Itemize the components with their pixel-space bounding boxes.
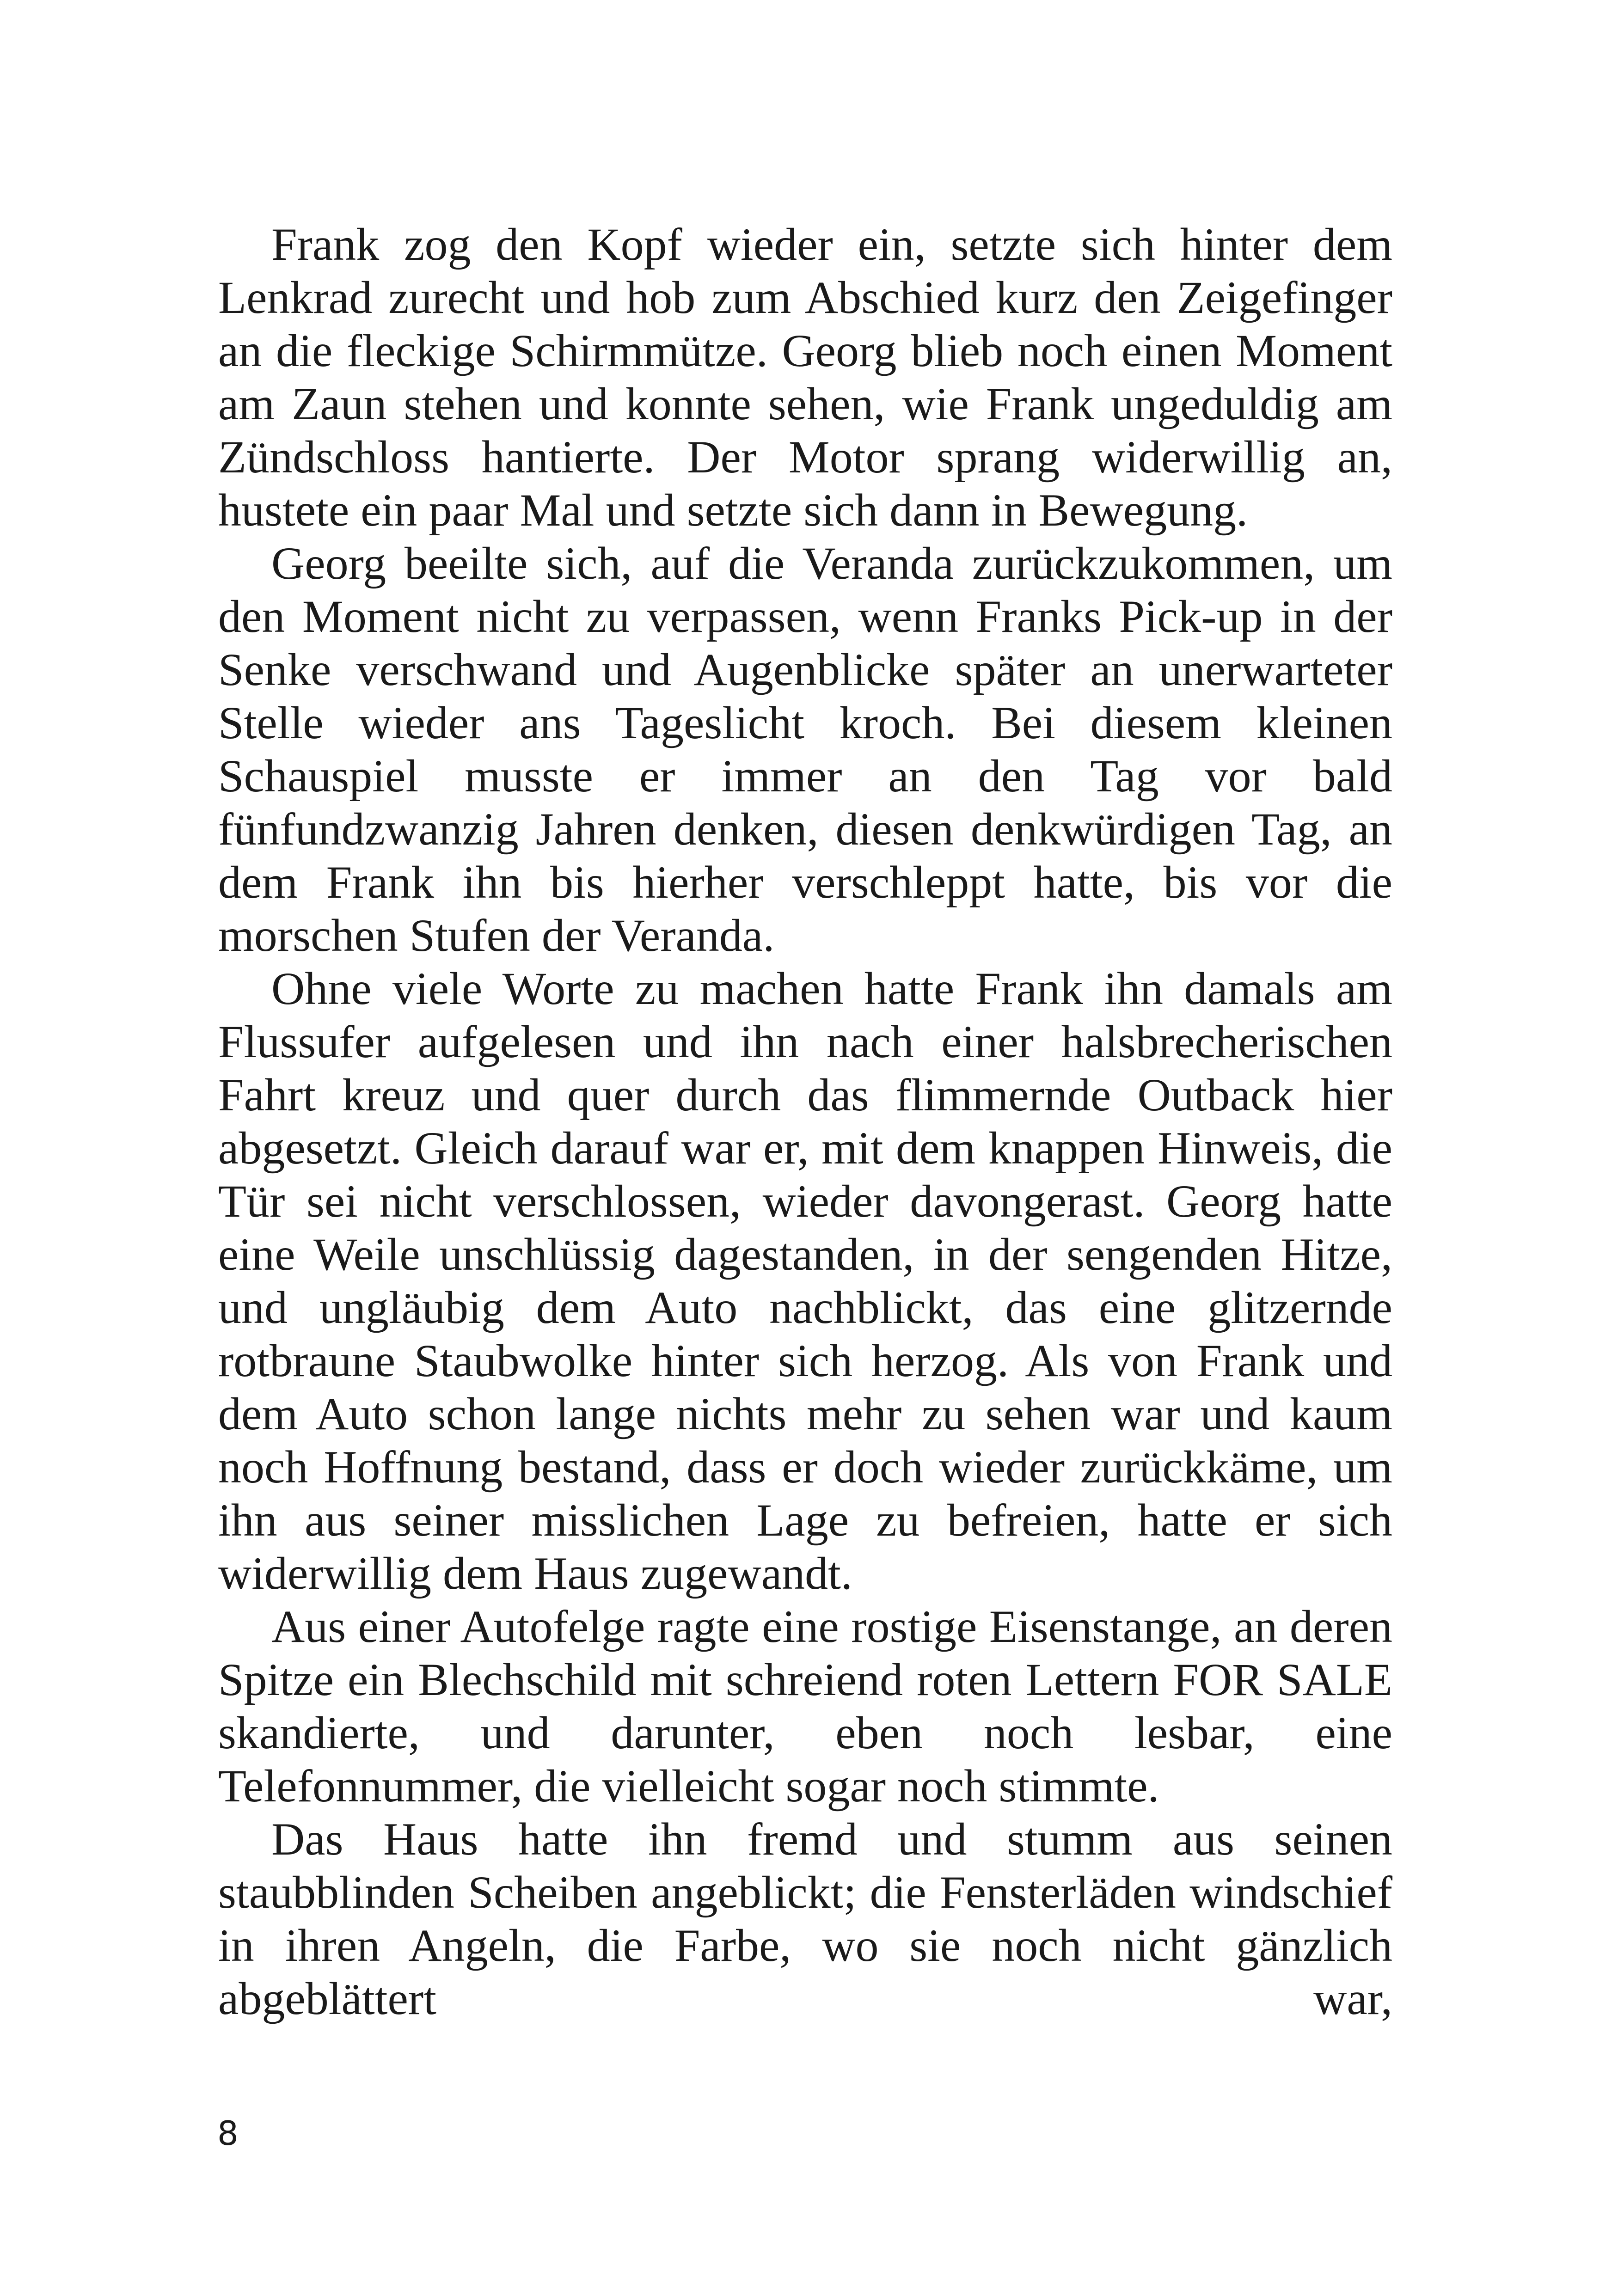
paragraph-1: Frank zog den Kopf wieder ein, setzte sich hinter dem Lenkrad zurecht und hob zum Abschied kurz den Zeigefinger an die fleckige Schirmmütze. Georg blieb noch einen Moment am Zaun stehen und konnte sehen, wie Frank ungeduldig am Zündschloss hantierte. Der Motor sprang widerwillig an, hustete ein paar Mal und setzte sich dann in Bewegung. bbox=[218, 219, 1392, 536]
paragraph-5: Das Haus hatte ihn fremd und stumm aus seinen staubblinden Scheiben angeblickt; die Fensterläden windschief in ihren Angeln, die Farbe, wo sie noch nicht gänzlich abgeblättert war, bbox=[218, 1813, 1392, 2024]
body-text bbox=[218, 218, 1392, 2025]
paragraph-4: Aus einer Autofelge ragte eine rostige Eisenstange, an deren Spitze ein Blechschild mit schreiend roten Lettern FOR SALE skandierte, und darunter, eben noch lesbar, eine Telefonnummer, die vielleicht sogar noch stimmte. bbox=[218, 1601, 1392, 1812]
paragraph-3: Ohne viele Worte zu machen hatte Frank ihn damals am Flussufer aufgelesen und ihn nach einer halsbrecherischen Fahrt kreuz und quer durch das flimmernde Outback hier abgesetzt. Gleich darauf war er, mit dem knappen Hinweis, die Tür sei nicht verschlossen, wieder davongerast. Georg hatte eine Weile unschlüssig dagestanden, in der sengenden Hitze, und ungläubig dem Auto nachblickt, das eine glitzernde rotbraune Staubwolke hinter sich herzog. Als von Frank und dem Auto schon lange nichts mehr zu sehen war und kaum noch Hoffnung bestand, dass er doch wieder zurückkäme, um ihn aus seiner misslichen Lage zu befreien, hatte er sich widerwillig dem Haus zugewandt. bbox=[218, 963, 1392, 1599]
paragraph-2: Georg beeilte sich, auf die Veranda zurückzukommen, um den Moment nicht zu verpassen, wenn Franks Pick-up in der Senke verschwand und Augenblicke später an unerwarteter Stelle wieder ans Tageslicht kroch. Bei diesem kleinen Schauspiel musste er immer an den Tag vor bald fünfundzwanzig Jahren denken, diesen denkwürdigen Tag, an dem Frank ihn bis hierher verschleppt hatte, bis vor die morschen Stufen der Veranda. bbox=[218, 538, 1392, 961]
page-number: 8 bbox=[217, 2114, 239, 2153]
